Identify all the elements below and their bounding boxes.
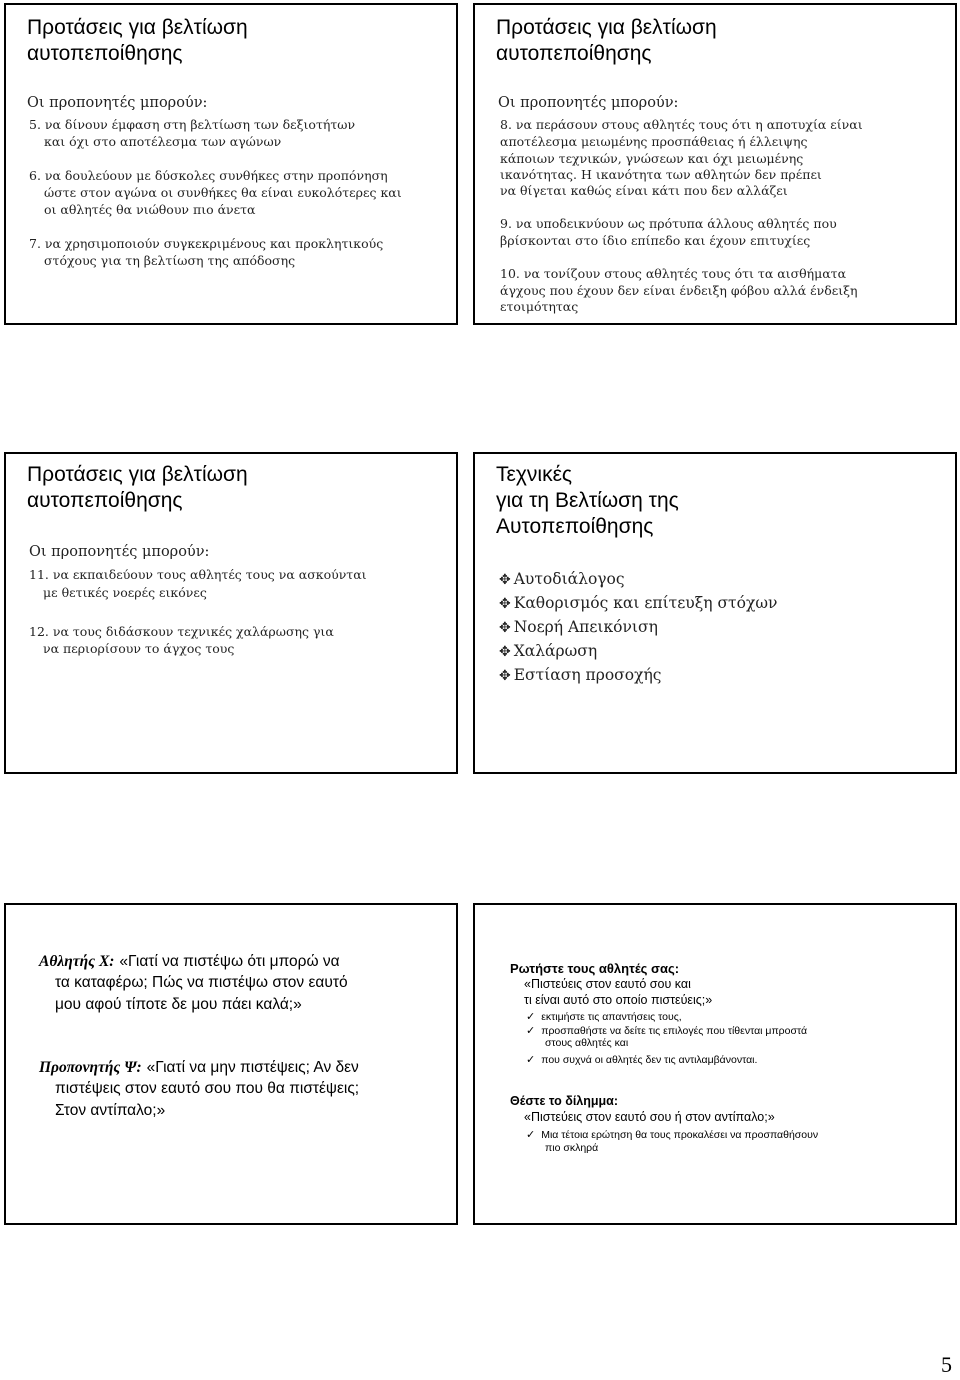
slide-2: [473, 3, 957, 325]
coach-quote-line1: Προπονητής Ψ: «Γιατί να μην πιστέψεις; Αν δεν: [39, 1059, 359, 1076]
text-line: με θετικές νοερές εικόνες: [43, 585, 207, 600]
diamond-check-icon: ✥: [499, 644, 511, 660]
slide-title-line1: Προτάσεις για βελτίωση: [27, 463, 248, 486]
diamond-check-icon: ✥: [499, 596, 511, 612]
diamond-check-icon: ✥: [499, 572, 511, 588]
bullet-label: Χαλάρωση: [513, 642, 598, 660]
coach-quote-line3: Στον αντίπαλο;»: [55, 1102, 166, 1119]
slide-1: [4, 3, 458, 325]
intro-text: Οι προπονητές μπορούν:: [498, 95, 679, 111]
check-item: ✓ που συχνά οι αθλητές δεν τις αντιλαμβάνονται.: [526, 1053, 758, 1066]
checkmark-icon: ✓: [526, 1010, 536, 1023]
slide-title-line3: Αυτοπεποίθησης: [496, 515, 654, 538]
text-line: ώστε στον αγώνα οι συνθήκες θα είναι ευκολότερες και: [44, 185, 402, 200]
check-item: ✓ εκτιμήστε τις απαντήσεις τους,: [526, 1010, 682, 1023]
coach-label: Προπονητής Ψ:: [39, 1059, 142, 1076]
diamond-check-icon: ✥: [499, 620, 511, 636]
diamond-check-icon: ✥: [499, 668, 511, 684]
bullet-item: [499, 642, 597, 660]
text-line: βρίσκονται στο ίδιο επίπεδο και έχουν επιτυχίες: [500, 233, 811, 248]
text-line: 9. να υποδεικνύουν ως πρότυπα άλλους αθλητές που: [500, 216, 837, 231]
text-line: ετοιμότητας: [500, 299, 579, 314]
text-line: αποτέλεσμα μειωμένης προσπάθειας ή έλλειψης: [500, 134, 808, 149]
bullet-item: [499, 666, 661, 684]
checkmark-icon: ✓: [526, 1053, 536, 1066]
checkmark-icon: ✓: [526, 1128, 536, 1141]
slide-title-line2: αυτοπεποίθησης: [27, 42, 183, 65]
slide-title-line2: αυτοπεποίθησης: [27, 489, 183, 512]
slide-title-line2: για τη Βελτίωση της: [496, 489, 679, 512]
slide-5: [4, 903, 458, 1225]
bullet-label: Καθορισμός και επίτευξη στόχων: [513, 594, 778, 612]
bullet-label: Αυτοδιάλογος: [513, 570, 625, 588]
intro-text: Οι προπονητές μπορούν:: [27, 95, 208, 111]
text-line: 11. να εκπαιδεύουν τους αθλητές τους να ασκούνται: [29, 567, 367, 582]
coach-quote-line2: πιστέψεις στον εαυτό σου που θα πιστέψεις;: [55, 1080, 360, 1097]
intro-text: Οι προπονητές μπορούν:: [29, 544, 210, 560]
athlete-quote-line3: μου αφού τίποτε δε μου πάει καλά;»: [55, 996, 302, 1013]
slide-title-line1: Τεχνικές: [496, 463, 573, 486]
slide-4: [473, 452, 957, 774]
bullet-item: [499, 618, 658, 636]
text-line: 10. να τονίζουν στους αθλητές τους ότι τα αισθήματα: [500, 266, 847, 281]
text-line: οι αθλητές θα νιώθουν πιο άνετα: [44, 202, 256, 217]
ask-heading: Ρωτήστε τους αθλητές σας:: [510, 961, 680, 976]
text-line: 12. να τους διδάσκουν τεχνικές χαλάρωσης για: [29, 624, 334, 639]
ask-question-line2: τι είναι αυτό στο οποίο πιστεύεις;»: [524, 993, 713, 1007]
check-item-continuation: πιο σκληρά: [545, 1142, 599, 1154]
ask-question-line1: «Πιστεύεις στον εαυτό σου και: [524, 977, 691, 991]
text-line: 5. να δίνουν έμφαση στη βελτίωση των δεξιοτήτων: [29, 117, 356, 132]
checkmark-icon: ✓: [526, 1024, 536, 1037]
bullet-item: [499, 570, 625, 588]
bullet-item: [499, 594, 777, 612]
athlete-quote-line1: Αθλητής Χ: «Γιατί να πιστέψω ότι μπορώ να: [39, 953, 340, 970]
slide-6: [473, 903, 957, 1225]
text-line: 7. να χρησιμοποιούν συγκεκριμένους και προκλητικούς: [29, 236, 384, 251]
slide-3: [4, 452, 458, 774]
slide-title-line1: Προτάσεις για βελτίωση: [496, 16, 717, 39]
text-line: στόχους για τη βελτίωση της απόδοσης: [44, 253, 296, 268]
text-line: άγχους που έχουν δεν είναι ένδειξη φόβου αλλά ένδειξη: [500, 283, 858, 298]
bullet-label: Νοερή Απεικόνιση: [513, 618, 658, 636]
slide-title-line2: αυτοπεποίθησης: [496, 42, 652, 65]
text-line: 6. να δουλεύουν με δύσκολες συνθήκες στην προπόνηση: [29, 168, 388, 183]
text-line: να θίγεται καθώς είναι κάτι που δεν αλλάζει: [500, 183, 788, 198]
dilemma-heading: Θέστε το δίλημμα:: [510, 1094, 619, 1108]
text-line: ικανότητας. Η ικανότητα των αθλητών δεν πρέπει: [500, 167, 822, 182]
text-line: να περιορίσουν το άγχος τους: [43, 641, 235, 656]
check-item: ✓ προσπαθήστε να δείτε τις επιλογές που τίθενται μπροστά: [526, 1024, 808, 1037]
bullet-label: Εστίαση προσοχής: [513, 666, 662, 684]
text-line: και όχι στο αποτέλεσμα των αγώνων: [44, 134, 282, 149]
page-number: 5: [941, 1352, 952, 1377]
text-line: 8. να περάσουν στους αθλητές τους ότι η αποτυχία είναι: [500, 117, 863, 132]
slide-title-line1: Προτάσεις για βελτίωση: [27, 16, 248, 39]
athlete-label: Αθλητής Χ:: [39, 953, 115, 970]
dilemma-question: «Πιστεύεις στον εαυτό σου ή στον αντίπαλο;»: [524, 1110, 775, 1124]
check-item-continuation: στους αθλητές και: [545, 1037, 629, 1049]
athlete-quote-line2: τα καταφέρω; Πώς να πιστέψω στον εαυτό: [55, 974, 348, 991]
text-line: κάποιων τεχνικών, γνώσεων και όχι μειωμένης: [500, 151, 804, 166]
check-item: ✓ Μια τέτοια ερώτηση θα τους προκαλέσει να προσπαθήσουν: [526, 1128, 819, 1141]
